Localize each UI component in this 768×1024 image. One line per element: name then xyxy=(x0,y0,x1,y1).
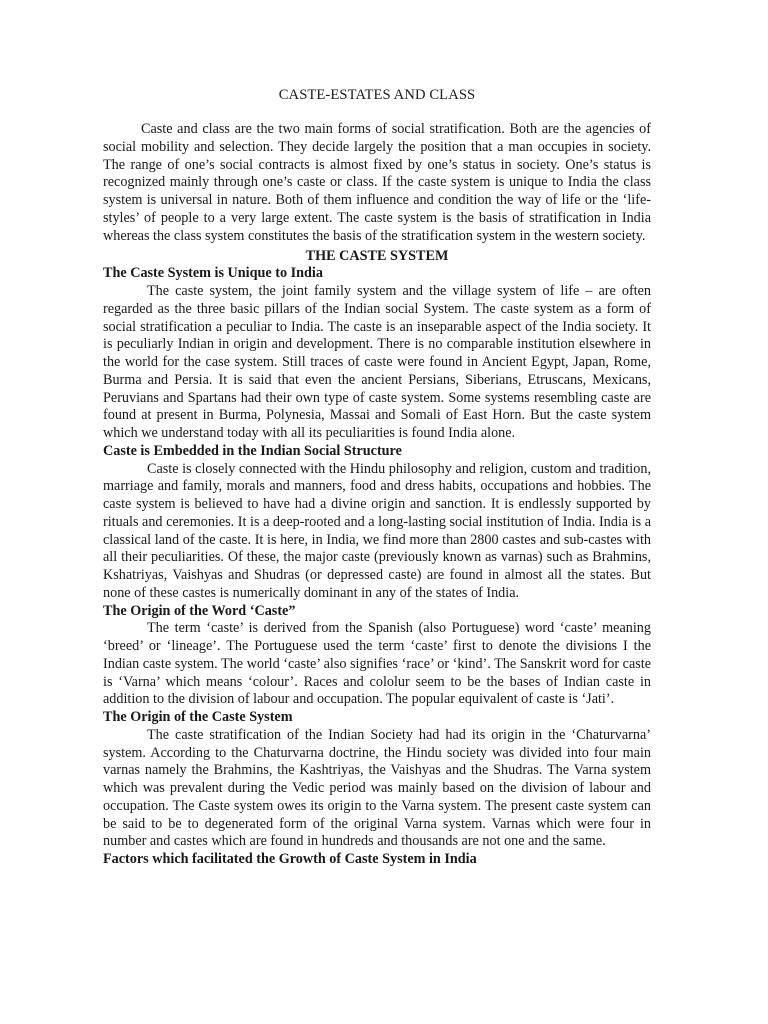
paragraph-origin-of-system: The caste stratification of the Indian Society had had its origin in the ‘Chaturvarna’ system. According to the Chaturvarna doctrine, the Hindu society was divided into four main varnas namely the Brahmins, the Kashtriyas, the Vaishyas and the Shudras. The Varna system which was prevalent during the Vedic period was mainly based on the division of labour and occupation. The Caste system owes its origin to the Varna system. The present caste system can be said to be to degenerated form of the original Varna system. Varnas which were four in number and castes which are found in hundreds and thousands are not one and the same. xyxy=(103,726,651,850)
paragraph-unique-to-india: The caste system, the joint family system and the village system of life – are often regarded as the three basic pillars of the Indian social System. The caste system as a form of social stratification a peculiar to India. The caste is an inseparable aspect of the India society. It is peculiarly Indian in origin and development. There is no comparable institution elsewhere in the world for the case system. Still traces of caste were found in Ancient Egypt, Japan, Rome, Burma and Persia. It is said that even the ancient Persians, Siberians, Etruscans, Mexicans, Peruvians and Spartans had their own type of caste system. Some systems resembling caste are found at present in Burma, Polynesia, Massai and Somali of East Horn. But the caste system which we understand today with all its peculiarities is found India alone. xyxy=(103,283,651,441)
heading-unique-to-india: The Caste System is Unique to India xyxy=(103,265,323,282)
paragraph-origin-of-word: The term ‘caste’ is derived from the Spanish (also Portuguese) word ‘caste’ meaning ‘breed’ or ‘lineage’. The Portuguese used the term ‘caste’ first to denote the divisions I the Indian caste system. The world ‘caste’ also signifies ‘race’ or ‘kind’. The Sanskrit word for caste is ‘Varna’ which means ‘colour’. Races and cololur seem to be the bases of Indian caste in addition to the division of labour and occupation. The popular equivalent of caste is ‘Jati’. xyxy=(103,620,651,708)
heading-origin-of-system: The Origin of the Caste System xyxy=(103,709,293,725)
heading-growth-factors: Factors which facilitated the Growth of Caste System in India xyxy=(103,851,477,867)
paragraph-embedded-social-structure: Caste is closely connected with the Hindu philosophy and religion, custom and tradition, marriage and family, morals and manners, food and dress habits, occupations and hobbies. The caste system is believed to have had a divine origin and sanction. It is endlessly supported by rituals and ceremonies. It is a deep-rooted and a long-lasting social institution of India. India is a classical land of the caste. It is here, in India, we find more than 2800 castes and sub-castes with all their peculiarities. Of these, the major caste (previously known as varnas) such as Brahmins, Kshatriyas, Vaishyas and Shudras (or depressed caste) are found in almost all the states. But none of these castes is numerically dominant in any of the states of India. xyxy=(103,460,651,601)
intro-paragraph: Caste and class are the two main forms of social stratification. Both are the agencies of social mobility and selection. They decide largely the position that a man occupies in society. The range of one’s social contracts is almost fixed by one’s status in society. One’s status is recognized mainly through one’s caste or class. If the caste system is unique to India the class system is universal in nature. Both of them influence and condition the way of life or the ‘life-styles’ of people to a very large extent. The caste system is the basis of stratification in India whereas the class system constitutes the basis of the stratification system in the western society. xyxy=(103,121,651,244)
heading-origin-of-word: The Origin of the Word ‘Caste” xyxy=(103,602,296,619)
section-title: THE CASTE SYSTEM xyxy=(305,248,449,265)
document-title: CASTE-ESTATES AND CLASS xyxy=(278,87,476,103)
heading-embedded-social-structure: Caste is Embedded in the Indian Social Structure xyxy=(103,442,402,459)
